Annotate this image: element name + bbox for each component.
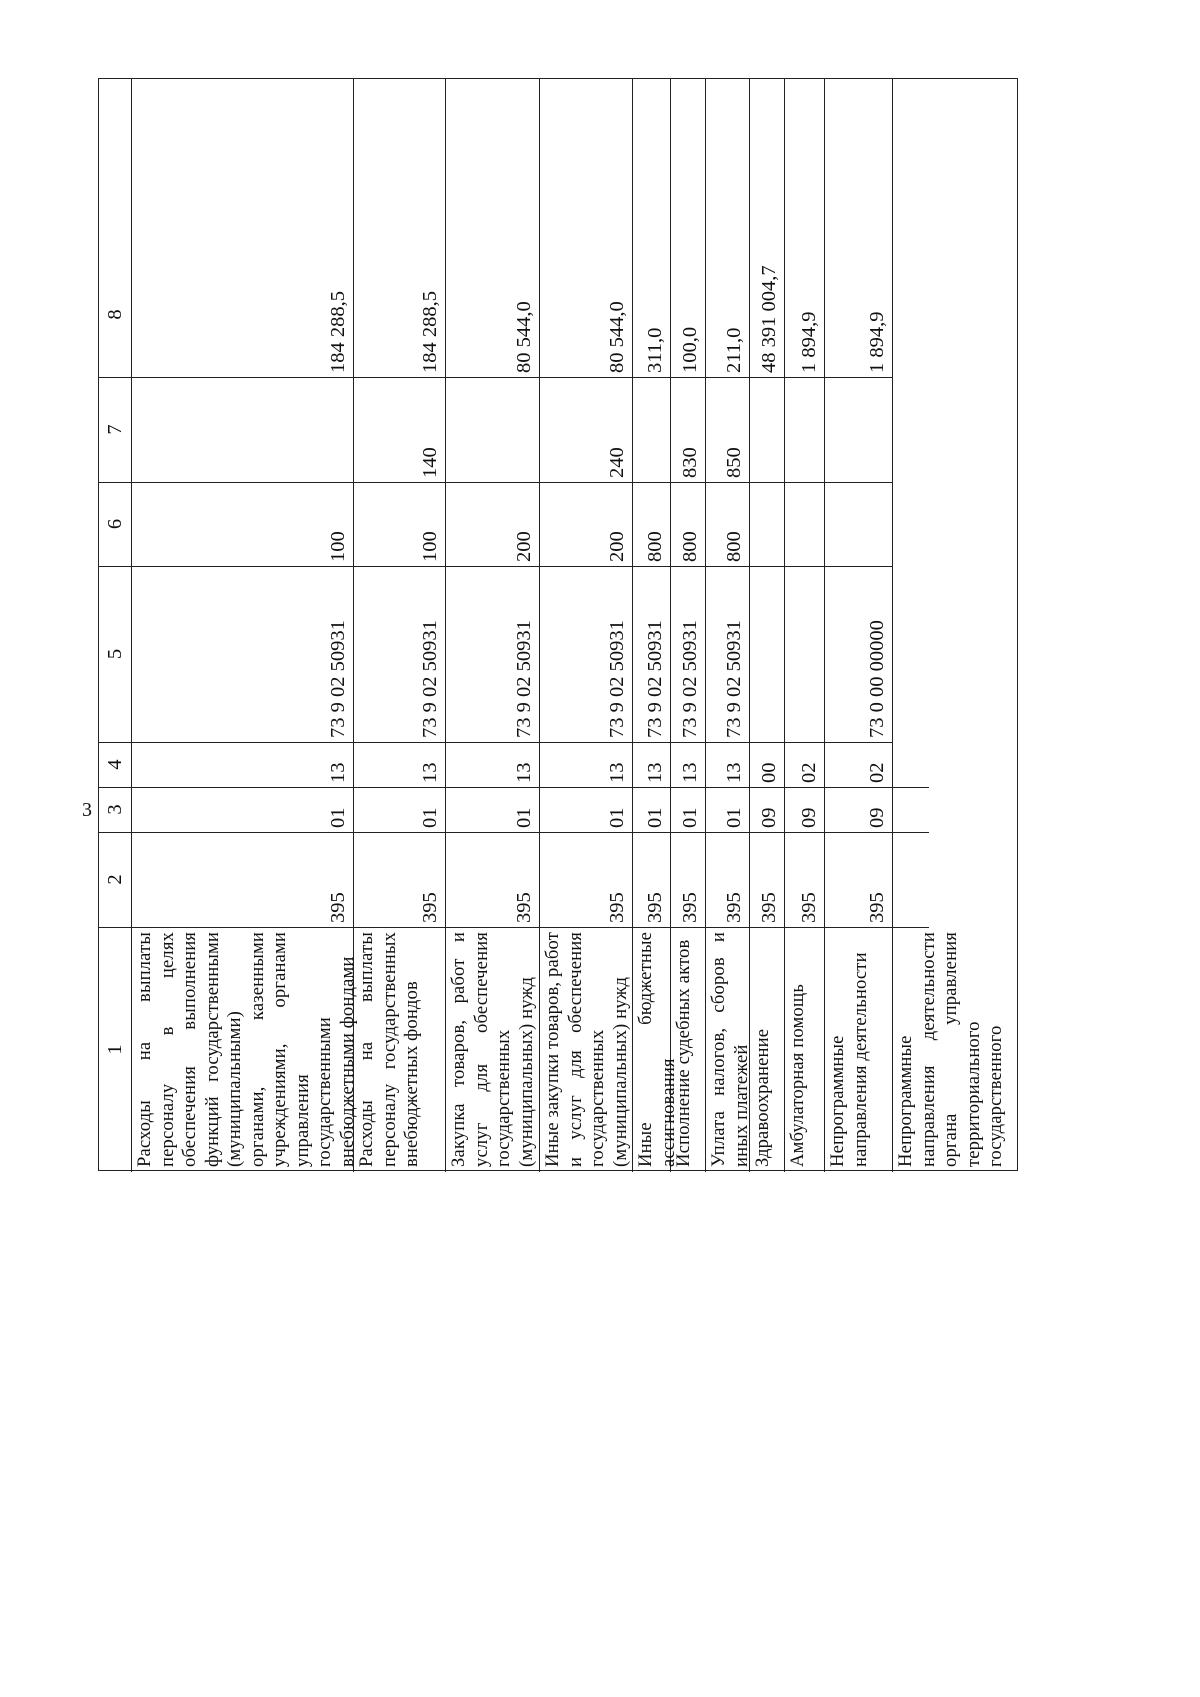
value-cell: [131, 566, 353, 742]
row-name-cell: [353, 927, 445, 1172]
value-cell: [632, 742, 670, 787]
value-cell: [749, 252, 784, 377]
value-cell: [749, 482, 784, 566]
header-label: 4: [104, 759, 126, 770]
header-cell: [99, 832, 131, 927]
row-name-cell: [131, 927, 358, 1172]
value-cell: [670, 482, 705, 566]
cell-value-c3: 01: [723, 807, 745, 828]
cell-value-c5: 73 0 00 00000: [866, 620, 888, 738]
value-cell: [705, 832, 749, 927]
row-name: Исполнение судебных актов: [673, 939, 694, 1167]
cell-value-c8: 1 894,9: [798, 311, 820, 373]
value-cell: [632, 787, 670, 832]
cell-value-c2: 395: [327, 892, 349, 923]
cell-value-c6: 200: [513, 531, 535, 562]
value-cell: [131, 832, 353, 927]
cell-value-c6: 800: [679, 531, 701, 562]
cell-value-c6: 100: [327, 531, 349, 562]
value-cell: [670, 742, 705, 787]
cell-value-c7: [902, 381, 926, 478]
cell-value-c8: 311,0: [644, 327, 666, 373]
value-cell: [353, 832, 445, 927]
value-cell: [892, 482, 929, 566]
value-cell: [705, 742, 749, 787]
cell-value-c6: 800: [723, 531, 745, 562]
cell-value-c2: 395: [758, 892, 780, 923]
value-cell: [892, 377, 929, 482]
value-cell: [824, 566, 892, 742]
cell-value-c4: 02: [798, 762, 820, 783]
value-cell: [445, 482, 539, 566]
cell-value-c8: 184 288,5: [419, 291, 441, 373]
cell-value-c8: 1 894,9: [866, 311, 888, 373]
cell-value-c4: 13: [644, 762, 666, 783]
value-cell: [892, 566, 929, 742]
value-cell: [749, 787, 784, 832]
cell-value-c6: 100: [419, 531, 441, 562]
cell-value-c2: 395: [606, 892, 628, 923]
cell-value-c4: 13: [327, 762, 349, 783]
cell-value-c7: [757, 381, 781, 478]
value-cell: [632, 377, 670, 482]
cell-value-c7: 240: [606, 447, 628, 478]
cell-value-c2: 395: [866, 892, 888, 923]
cell-value-c5: 73 9 02 50931: [644, 620, 666, 738]
header-cell: [99, 482, 131, 566]
value-cell: [824, 252, 892, 377]
row-name-cell: [824, 927, 892, 1172]
row-name-cell: [445, 927, 539, 1172]
cell-value-c7: [797, 381, 821, 478]
value-cell: [824, 787, 892, 832]
value-cell: [784, 377, 824, 482]
cell-value-c3: 01: [327, 807, 349, 828]
cell-value-c6: [902, 486, 926, 562]
cell-value-c7: [865, 381, 889, 478]
cell-value-c8: 80 544,0: [606, 301, 628, 373]
value-cell: [539, 252, 632, 377]
header-label: 7: [104, 424, 126, 435]
cell-value-c2: 395: [798, 892, 820, 923]
cell-value-c3: 01: [419, 807, 441, 828]
value-cell: [670, 566, 705, 742]
cell-value-c4: 13: [513, 762, 535, 783]
value-cell: [892, 742, 929, 787]
value-cell: [445, 787, 539, 832]
page-number: 3: [82, 799, 92, 821]
cell-value-c6: 800: [644, 531, 666, 562]
value-cell: [892, 252, 929, 377]
value-cell: [892, 787, 929, 832]
cell-value-c5: 73 9 02 50931: [606, 620, 628, 738]
cell-value-c5: [757, 570, 781, 738]
cell-value-c4: 13: [723, 762, 745, 783]
cell-value-c2: 395: [723, 892, 745, 923]
cell-value-c7: 830: [679, 447, 701, 478]
header-cell: [99, 927, 131, 1172]
value-cell: [670, 377, 705, 482]
cell-value-c8: 100,0: [679, 326, 701, 373]
cell-value-c2: 395: [644, 892, 666, 923]
cell-value-c8: 48 391 004,7: [758, 265, 780, 373]
cell-value-c5: 73 9 02 50931: [723, 620, 745, 738]
row-name-cell: [632, 927, 679, 1172]
row-name-cell: [705, 927, 752, 1172]
value-cell: [824, 377, 892, 482]
header-label: 1: [104, 1044, 126, 1055]
row-name-cell: [892, 927, 1006, 1172]
value-cell: [445, 742, 539, 787]
header-cell: [99, 252, 131, 377]
value-cell: [705, 566, 749, 742]
header-label: 2: [104, 874, 126, 885]
cell-value-c5: [902, 570, 926, 738]
value-cell: [131, 787, 353, 832]
cell-value-c7: [643, 381, 667, 478]
row-name: Непрограммные направления деятельности: [827, 952, 871, 1167]
value-cell: [445, 252, 539, 377]
cell-value-c4: 00: [758, 762, 780, 783]
row-name: Иные закупки товаров, работ и услуг для обеспечения государственных (муниципальных) нужд: [542, 932, 631, 1167]
cell-value-c3: 01: [606, 807, 628, 828]
value-cell: [632, 566, 670, 742]
header-label: 5: [104, 648, 126, 660]
cell-value-c8: 211,0: [723, 327, 745, 373]
value-cell: [670, 787, 705, 832]
value-cell: [749, 377, 784, 482]
value-cell: [784, 482, 824, 566]
value-cell: [670, 252, 705, 377]
value-cell: [824, 482, 892, 566]
cell-value-c5: 73 9 02 50931: [327, 620, 349, 738]
value-cell: [749, 566, 784, 742]
row-name: Амбулаторная помощь: [787, 984, 808, 1167]
value-cell: [539, 742, 632, 787]
row-name-cell: [539, 927, 632, 1172]
cell-value-c3: 09: [866, 807, 888, 828]
value-cell: [824, 742, 892, 787]
row-name-cell: [749, 927, 784, 1172]
value-cell: [353, 566, 445, 742]
value-cell: [539, 482, 632, 566]
value-cell: [705, 252, 749, 377]
value-cell: [749, 832, 784, 927]
value-cell: [445, 377, 539, 482]
cell-value-c8: 80 544,0: [513, 301, 535, 373]
value-cell: [784, 566, 824, 742]
value-cell: [824, 832, 892, 927]
cell-value-c4: [902, 746, 926, 783]
value-cell: [705, 787, 749, 832]
cell-value-c6: 200: [606, 531, 628, 562]
header-label: 6: [104, 518, 126, 530]
cell-value-c7: [326, 381, 350, 478]
row-name: Закупка товаров, работ и услуг для обеспечения государственных (муниципальных) нужд: [448, 932, 537, 1167]
cell-value-c4: 02: [866, 762, 888, 783]
header-cell: [99, 377, 131, 482]
value-cell: [632, 482, 670, 566]
value-cell: [539, 787, 632, 832]
row-name-cell: [784, 927, 824, 1172]
value-cell: [784, 252, 824, 377]
cell-value-c2: 395: [419, 892, 441, 923]
value-cell: [131, 252, 353, 377]
value-cell: [784, 742, 824, 787]
value-cell: [705, 377, 749, 482]
header-label: 8: [104, 309, 126, 320]
header-cell: [99, 742, 131, 787]
row-name: Иные бюджетные ассигнования: [635, 932, 679, 1167]
cell-value-c4: 13: [679, 762, 701, 783]
value-cell: [353, 787, 445, 832]
header-cell: [99, 787, 131, 832]
value-cell: [539, 377, 632, 482]
value-cell: [353, 377, 445, 482]
cell-value-c7: [512, 381, 536, 478]
cell-value-c3: 09: [798, 807, 820, 828]
value-cell: [670, 832, 705, 927]
cell-value-c7: 140: [419, 447, 441, 478]
value-cell: [539, 832, 632, 927]
value-cell: [353, 742, 445, 787]
cell-value-c8: [902, 256, 926, 373]
value-cell: [353, 252, 445, 377]
cell-value-c4: 13: [606, 762, 628, 783]
value-cell: [353, 482, 445, 566]
cell-value-c5: 73 9 02 50931: [513, 620, 535, 738]
budget-table: [98, 78, 1018, 1171]
cell-value-c7: 850: [723, 447, 745, 478]
row-name: Расходы на выплаты персоналу в целях обеспечения выполнения функций государственными (муниципальными) органами, казенными учреждениями, органами управления государственными внебюджетными фондами: [134, 932, 358, 1167]
value-cell: [539, 566, 632, 742]
row-name: Уплата налогов, сборов и иных платежей: [708, 932, 752, 1167]
value-cell: [632, 832, 670, 927]
cell-value-c5: [797, 570, 821, 738]
value-cell: [892, 832, 929, 927]
value-cell: [632, 252, 670, 377]
cell-value-c3: 01: [679, 807, 701, 828]
row-name: Здравоохранение: [752, 1028, 773, 1167]
row-name-cell: [670, 927, 705, 1172]
value-cell: [131, 742, 353, 787]
row-name: Расходы на выплаты персоналу государственных внебюджетных фондов: [356, 932, 422, 1167]
cell-value-c3: 09: [758, 807, 780, 828]
row-name: Непрограммные направления деятельности органа управления территориального государственного: [895, 932, 1006, 1167]
value-cell: [131, 482, 353, 566]
cell-value-c8: 184 288,5: [327, 291, 349, 373]
cell-value-c3: [902, 791, 926, 828]
value-cell: [445, 832, 539, 927]
cell-value-c6: [865, 486, 889, 562]
header-label: 3: [104, 804, 126, 815]
cell-value-c2: 395: [679, 892, 701, 923]
cell-value-c5: 73 9 02 50931: [419, 620, 441, 738]
cell-value-c2: 395: [513, 892, 535, 923]
value-cell: [131, 377, 353, 482]
cell-value-c6: [757, 486, 781, 562]
cell-value-c3: 01: [644, 807, 666, 828]
value-cell: [784, 787, 824, 832]
cell-value-c5: 73 9 02 50931: [679, 620, 701, 738]
value-cell: [705, 482, 749, 566]
cell-value-c3: 01: [513, 807, 535, 828]
header-cell: [99, 566, 131, 742]
cell-value-c6: [797, 486, 821, 562]
cell-value-c4: 13: [419, 762, 441, 783]
cell-value-c2: [902, 836, 926, 923]
value-cell: [749, 742, 784, 787]
value-cell: [784, 832, 824, 927]
value-cell: [445, 566, 539, 742]
